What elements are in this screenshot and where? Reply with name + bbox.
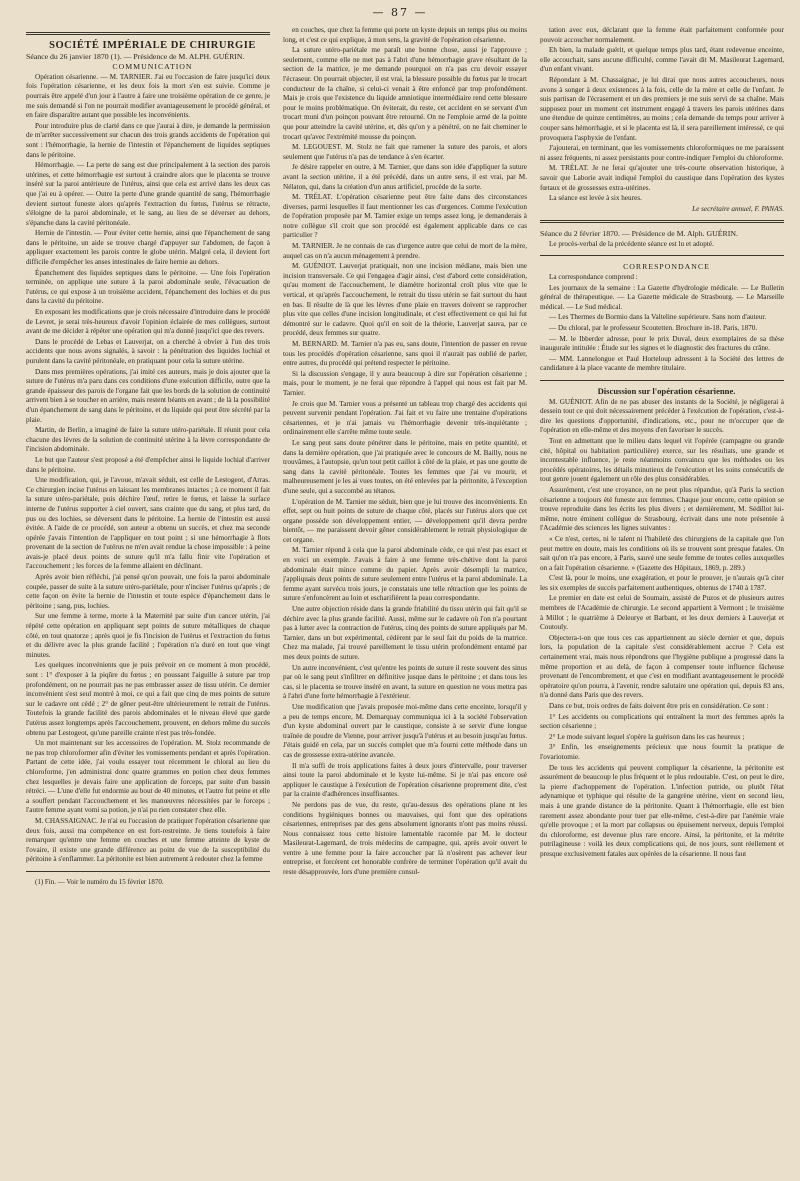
paragraph: Le but que l'auteur s'est proposé a été d'empêcher ainsi le liquide lochial d'arriver dans le péritoine. bbox=[26, 455, 270, 474]
paragraph: — M. le Ibberder adresse, pour le prix Duval, deux exemplaires de sa thèse inaugurale intitulée : Étude sur les signes et le diagnostic des fractures du crâne. bbox=[540, 334, 784, 353]
paragraph: M. CHASSAIGNAC. Je n'ai eu l'occasion de pratiquer l'opération césarienne que deux fois, aussi ma compétence en est fort-restreinte. Je tiens toutefois à faire remarquer qu'entre une femme en couches et une femme atteinte de kyste de l'ovaire, il existe une grande différence au point de vue de la susceptibilité du péritoine à s'enflammer. La péritonite est bien autrement à redouter chez la femme bbox=[26, 816, 270, 864]
paragraph: Opération césarienne. — M. TARNIER. J'ai eu l'occasion de faire jusqu'ici deux fois l'opération césarienne, et les deux fois la mort s'en est suivie. Comme je pourrais être appelé d'un jour à l'autre à faire une troisième opération de ce genre, je me suis demandé si l'on ne pourrait modifier avantageusement le procédé général, et en faire disparaître autant que possible les inconvénients. bbox=[26, 72, 270, 120]
paragraph: Le sang peut sans doute pénétrer dans le péritoine, mais en petite quantité, et dans la dernière opération, que j'ai pratiquée avec le concours de M. Bailly, nous ne trouvâmes, à l'autopsie, qu'un tout petit caillot à côté de la plaie, et pas une goutte de sang dans la cavité péritonéale. Toutes les femmes que j'ai vu mourir, et malheureusement je les ai vues toutes, on été enlevées par la péritonite, à l'exception d'une seule, qui a succombé au tétanos. bbox=[283, 438, 527, 495]
session-heading: Séance du 26 janvier 1870 (1). — Présidence de M. ALPH. GUÉRIN. bbox=[26, 51, 245, 61]
paragraph: Hernie de l'intestin. — Pour éviter cette hernie, ainsi que l'épanchement de sang dans le péritoine, un aide se trouve chargé d'appuyer sur l'abdomen, de façon à appliquer exactement les parois contre le globe utérin. Malgré cela, il devient fort difficile d'empêcher les anses intestinales de faire hernie au dehors. bbox=[26, 229, 270, 267]
session-rule bbox=[540, 220, 784, 223]
paragraph: Martin, de Berlin, a imaginé de faire la suture utéro-pariétale. Il réunit pour cela chacune des lèvres de la solution de continuité utérine à la lèvre correspondante de l'incision abdominale. bbox=[26, 426, 270, 454]
paragraph: 3° Enfin, les enseignements précieux que nous fournit la pratique de l'ovariotomie. bbox=[540, 743, 784, 761]
paragraph: Ne perdons pas de vue, du reste, qu'au-dessus des opérations plane nt les conditions hygiéniques bonnes ou mauvaises, qui font que des opérations césariennes, entreprises par des gens absolument ignorants n'ont pas moins réussi. Nous connaissez tous cette histoire lamentable racontée par M. le docteur Masileurat-Lagemard, de trois médecins de campagne, qui, après avoir ouvert le ventre à une femme pour la faire accoucher par là n'osèrent pas achever leur entreprise, et forcèrent cet honorable confrère de terminer l'opération qu'il avait du reste désapprouvée, lors d'une première consul- bbox=[283, 800, 527, 877]
paragraph: M. BERNARD. M. Tarnier n'a pas eu, sans doute, l'intention de passer en revue tous les procédés d'opération césarienne, sans quoi il n'aurait pas oublié de parler, entre autres, du procédé qui prétend respecter le péritoine. bbox=[283, 340, 527, 368]
correspondance-rule bbox=[540, 255, 784, 256]
paragraph: Je désire rappeler en outre, à M. Tarnier, que dans son idée d'appliquer la suture avant la section utérine, il a été précédé, dans un autre sens, il est vrai, par M. Nélaton, qui, dans la création d'un anus artificiel, procède de la sorte. bbox=[283, 163, 527, 191]
paragraph: C'est là, pour le moins, une exagération, et pour le prouver, je n'aurais qu'à citer les six exemples de succès parfaitement authentiques, obtenus de 1740 à 1787. bbox=[540, 574, 784, 592]
paragraph: Les quelques inconvénients que je puis prévoir en ce moment à mon procédé, sont : 1° d'exposer à la piqûre du fœtus ; en poussant l'aiguille à suture par trop profondément, on ne pourrait pas ne pas embrasser assez de tissu utérin. Ce dernier inconvénient s'est seul montré à moi, ce qui a fait que cinq de mes points de suture sur le cadavre ont cédé ; 2° de gêner peut-être ultérieurement le retrait de l'utérus. Toutefois la grande facilité des parois abdominales et le niveau élevé que garde l'utérus assez longtemps après l'accouchement, prouvent, en dehors même du succès obtenu par Lestogeot, qu'une pareille crainte n'est pas très-fondée. bbox=[26, 661, 270, 737]
paragraph: La séance est levée à six heures. bbox=[549, 194, 642, 203]
paragraph: Dans le procédé de Lebas et Lauverjat, on a cherché à obvier à l'un des trois accidents que nous avons signalés, à savoir : la pénétration des liquides lochial et purulent dans la cavité péritonéale, en pratiquant pour cela la suture utérine. bbox=[26, 337, 270, 365]
paragraph: Répondant à M. Chassaignac, je lui dirai que nous autres accoucheurs, nous avons à songer à deux existences à la fois, celle de la mère et celle de l'enfant. Je suis partisan de l'écrasement et un des premiers je me suis servi de sa chaîne. Mais supposez pour un moment cet instrument engagé à travers les parois utérines dans une étendue de quinze centimètres, au moins ; cela demande du temps pour arriver à couper sans hémorrhagie, et si le placenta est là, il sera pareillement intéressé, ce qui provoquera l'asphyxie de l'enfant. bbox=[540, 75, 784, 142]
paragraph: Un mot maintenant sur les accessoires de l'opération. M. Stolz recommande de ne pas trop chloroformer afin d'éviter les vomissements pendant et après l'opération. Partant de cette idée, j'ai voulu essayer tout récemment le chloral au lieu du chloroforme, j'en administrai donc quatre grammes en potion chez deux femmes chez lesquelles je devais faire une application de forceps, par suite d'un bassin rétréci. — L'une d'elle fut endormie au bout de 40 minutes, et l'autre fut peine et elle a souffert pendant l'accouchement et les manœuvres nécessitées par le forceps ; l'autre femme ayant vomi sa potion, je n'ai pu rien constater chez elle. bbox=[26, 739, 270, 815]
paragraph: M. GUÉNIOT. Lauverjat pratiquait, non une incision médiane, mais bien une incision transversale. Ce qui l'engagea d'agir ainsi, c'est d'abord cette considération, qu'au moment de l'accouchement, le diamètre horizontal croît plus vite que le vertical, et qu'après l'accouchement, le retrait du tissu utérin se fait surtout du haut en bas. Il résulte de là que les lèvres d'une plaie en travers doivent se rapprocher plus vite que celles d'une incision longitudinale, et c'est effectivement ce qui lui fut démontré sur le cadavre. Quoi qu'il en soit de la théorie, Lauverjat sauva, par ce procédé, deux femmes sur quatre. bbox=[283, 262, 527, 338]
paragraph: — Les Thermes de Bormio dans la Valteline supérieure. Sans nom d'auteur. bbox=[549, 313, 767, 322]
secretary-signature: Le secrétaire annuel, F. PANAS. bbox=[692, 204, 784, 213]
paragraph: Dans mes premières opérations, j'ai imité ces auteurs, mais je dois ajouter que la suture de l'utérus m'a paru dans ces conditions d'une exécution difficile, outre que la grande épaisseur des parois de l'organe fait que les bords de la solution de continuité arrivent bien à se toucher en arrière, mais restent béants en avant ; de là la possibilité d'un épanchement de sang dans le péritoine, et du liquide qui peut être sécrété par la plaie. bbox=[26, 367, 270, 424]
discussion-heading: Discussion sur l'opération césarienne. bbox=[597, 386, 736, 396]
column-3 bbox=[540, 26, 784, 1176]
paragraph: Une modification, qui, je l'avoue, m'avait séduit, est celle de Lestogeot, d'Arras. Ce chirurgien incise l'utérus en laissant les membranes intactes ; à ce moment il fait la suture utéro-pariétale, puis déchire l'œuf, retire le fœtus, et laisse la surface interne de l'utérus supporter à ciel ouvert, sans crainte que du sang, et plus tard, du pus ou des lochies, se déversent dans le péritoine. La hernie de l'intestin est aussi évitée. A l'aide de ce procédé, son auteur a obtenu un succès, et chez ma seconde opérée j'avais l'intention de l'appliquer en tout point ; si une hémorrhagie à flots provenant de la section de l'utérus ne m'en avait rendue la chose impossible : à peine avais-je placé deux points de suture qu'il m'a fallu finir vite l'opération et l'accouchement ; les forces de la femme allaient en déclinant. bbox=[26, 476, 270, 571]
paragraph: L'opération de M. Tarnier me séduit, bien que je lui trouve des inconvénients. En effet, sept ou huit points de suture de chaque côté, placés sur l'utérus alors que cet organe possède son développement entier, — développement qu'il devra perdre bientôt, — me paraissent devoir gêner considérablement le retrait physiologique de cet organe. bbox=[283, 497, 527, 544]
communication-heading: COMMUNICATION bbox=[112, 62, 193, 72]
column-1 bbox=[26, 26, 270, 1176]
correspondance-heading: CORRESPONDANCE bbox=[623, 262, 710, 272]
paragraph: en couches, que chez la femme qui porte un kyste depuis un temps plus ou moins long, et c'est ce qui explique, à mon sens, la gravité de l'opération césarienne. bbox=[283, 26, 527, 44]
paragraph: Je crois que M. Tarnier vous a présenté un tableau trop chargé des accidents qui peuvent survenir pendant l'opération. J'ai fait et vu faire une trentaine d'opérations césariennes, et je n'ai jamais vu l'hémorrhagie devenir très-inquiétante ; ordinairement elle s'arrête même toute seule. bbox=[283, 399, 527, 437]
column-1-body bbox=[26, 73, 270, 865]
paragraph: Hémorrhagie. — La perte de sang est due principalement à la section des parois utérines, et cette hémorrhagie est surtout à craindre alors que le placenta se trouve inséré sur la paroi antérieure de l'utérus, ainsi que cela est arrivé dans les deux cas que j'ai eu à opérer. — Outre la perte d'une grande quantité de sang, l'hémorrhagie devient surtout funeste alors qu'après l'extraction du fœtus, l'utérus se rétracte, s'éloigne de la paroi abdominale, et le sang, au lieu de se déverser au dehors, s'épanche dans la cavité péritonéale. bbox=[26, 161, 270, 227]
paragraph: 2° Le mode suivant lequel s'opère la guérison dans les cas heureux ; bbox=[549, 732, 745, 741]
paragraph: Les journaux de la semaine : La Gazette d'hydrologie médicale. — Le Bulletin général de thérapeutique. — La Gazette médicale de Strasbourg. — Le Marseille médical. — Le Sud médical. bbox=[540, 283, 784, 311]
paragraph: M. TRÉLAT. L'opération césarienne peut être faite dans des circonstances diverses, parmi lesquelles il faut mentionner les cas d'urgences. Comme l'exécution de l'opération proposée par M. Tarnier exige un temps assez long, je demanderais à notre collègue s'il croit que son procédé est également applicable dans ce cas particulier ? bbox=[283, 193, 527, 240]
column-2 bbox=[283, 26, 527, 1176]
page-number: — 87 — bbox=[372, 6, 428, 19]
paragraph: J'ajouterai, en terminant, que les vomissements chloroformiques ne me paraissent ni assez fréquents, ni assez persistants pour contre-indiquer l'emploi du chloroforme. bbox=[540, 144, 784, 162]
paragraph: Le premier en date est celui de Soumain, assisté de Puzos et de plusieurs autres membres de l'Académie de chirurgie. Le second appartient à Vermont ; le troisième à Millot ; le quatrième à Deleurye et Barbant, et les deux derniers à Lauverjat et Coutouly. bbox=[540, 594, 784, 632]
paragraph: Une autre objection réside dans la grande friabilité du tissu utérin qui fait qu'il se déchire avec la plus grande facilité. Aussi, même sur le cadavre où l'on n'a pourtant pas à lutter avec la contraction de l'utérus, cinq des points de suture appliqués par M. Tarnier, dans un but expérimental, cédèrent par le seul fait du poids de la matrice. Chez ma malade, j'ai trouvé pareillement le tissu utérin profondément entamé par mes deux points de suture. bbox=[283, 605, 527, 661]
paragraph: Eh bien, la malade guérit, et quelque temps plus tard, étant redevenue enceinte, elle accouchait, sans aucune difficulté, comme l'avait dit M. Masileurat Lagemard, d'un enfant vivant. bbox=[540, 46, 784, 74]
paragraph: Une modification que j'avais proposée moi-même dans cette enceinte, lorsqu'il y a peu de temps encore, M. Demarquay communiqua ici à la société l'observation d'un kyste abdominal ouvert par le caustique, consiste à se servir d'une longue traînée de poudre de Vienne, pour arriver jusqu'à l'utérus et au besoin jusqu'au fœtus. J'étais guidé en cela, par un succès complet que m'a fourni cette méthode dans un cas de grossesse extra-utérine avancée. bbox=[283, 702, 527, 759]
paragraph: Tout en admettant que le milieu dans lequel vit l'opérée (campagne ou grande cité, hôpital ou habitation particulière) exerce, sur les résultats, une grande et incontestable influence, je reste néanmoins convaincu que les méthodes ou les procédés opératoires, les détails minutieux de l'exécution et les soins consécutifs de tout genre jouent également un rôle des plus considérables. bbox=[540, 436, 784, 484]
columns bbox=[26, 26, 784, 1176]
footnote-rule bbox=[26, 871, 270, 872]
paragraph: Sur une femme à terme, morte à la Maternité par suite d'un cancer utérin, j'ai répété cette opération en appliquant sept points de suture métalliques de chaque côté, en tout quatorze ; après quoi je fis l'incision de l'utérus et l'extraction du fœtus et du délivre avec la plus grande facilité ; l'opération n'a duré en tout que vingt minutes. bbox=[26, 612, 270, 659]
paragraph: M. TRÉLAT. Je ne ferai qu'ajouter une très-courte observation historique, à savoir que Laborie avait indiqué l'emploi du caustique dans l'opération des kystes fœtaux et de grossesses extra-utérines. bbox=[540, 164, 784, 192]
paragraph: Assurément, c'est une croyance, on ne peut plus répandue, qu'à Paris la section césarienne a toujours été funeste aux femmes. Chaque jour encore, cette opinion se trouve reproduite dans les écrits les plus divers ; et dernièrement, M. Sédillot lui-même, notre éminent collègue de Strasbourg, écrivait dans une note présentée à l'Académie des sciences les lignes suivantes : bbox=[540, 485, 784, 533]
discussion-body bbox=[540, 398, 784, 860]
discussion-rule bbox=[540, 380, 784, 381]
paragraph: M. Tarnier répond à cela que la paroi abdominale cède, ce qui n'est pas exact et en voici un exemple. J'avais à faire à une femme très-chétive dont la paroi abdominale était mince comme du papier. Après avoir désempli la matrice, j'appliquais deux points de suture seulement entre l'utérus et la paroi abdominale. La femme ayant survécu trois jours, je constatais une telle rétraction que les points de suture s'enfoncèrent au loin et escharifièrent la peau correspondante. bbox=[283, 546, 527, 603]
paragraph: « Ce n'est, certes, ni le talent ni l'habileté des chirurgiens de la capitale que l'on peut mettre en doute, mais les conditions où ils se trouvent sont presque fatales. On sait qu'on n'a pas encore, à Paris, sauvé une seule femme de toutes celles auxquelles on a fait l'opération césarienne. » (Gazette des Hôpitaux, 1869, p. 289.) bbox=[540, 534, 784, 572]
paragraph: Il m'a suffi de trois applications faites à deux jours d'intervalle, pour traverser ainsi toute la paroi abdominale et le kyste lui-même. Si je n'ai pas encore osé appliquer le caustique à l'exécution de l'opération césarienne proprement dite, c'est par la crainte d'adhérences insuffisantes. bbox=[283, 761, 527, 799]
paragraph: tation avec eux, déclarant que la femme était parfaitement conformée pour pouvoir accoucher normalement. bbox=[540, 26, 784, 44]
footnote: (1) Fin. — Voir le numéro du 15 février 1870. bbox=[35, 877, 164, 886]
paragraph: Objectera-t-on que tous ces cas appartiennent au siècle dernier et que, depuis lors, la population de la capitale s'est considérablement accrue ? Cela est certainement vrai, mais nous répondrons que l'hygiène publique a progressé dans la même proportion et au delà, de façon à compenser toute influence fâcheuse provenant de l'encombrement, et que c'est en modifiant avantageusement le procédé opératoire qu'on pourra, à l'avenir, rendre salutaire une opération qui, depuis 83 ans, n'a donné dans Paris que des revers. bbox=[540, 633, 784, 700]
paragraph: La suture utéro-pariétale me paraît une bonne chose, aussi je l'approuve ; seulement, comme elle ne met pas à l'abri d'une hémorrhagie grave résultant de la section de la matrice, je me demande pourquoi on n'a pas cru devoir essayer l'écraseur. On pourrait objecter, il est vrai, la blessure possible du fœtus par le trocart conducteur de la chaîne, si celui-ci venait à être enfoncé par trop profondément. Mais je crois que l'existence du liquide amniotique intermédiaire rend cette blessure pour le moins problématique. On éviterait, du reste, cet accident en se servant d'un trocart muni d'un poinçon pouvant être retourné. On ne l'emploie armé de la pointe que pour atteindre la cavité utérine, et, dès qu'on y a pénétré, on ne fait cheminer le trocart qu'avec l'extrémité mousse du poinçon. bbox=[283, 46, 527, 141]
paragraph: De tous les accidents qui peuvent compliquer la césarienne, la péritonite est assurément de beaucoup le plus fréquent et le plus redoutable. C'est, on peut le dire, la pierre d'achoppement de l'opération. L'infection putride, ou plutôt l'état adynamique et typhique qui résulte de la gangrène utérine, vient en second lieu, mais à une grande distance de la péritonite. Quant à l'hémorrhagie, elle est bien rarement assez abondante pour tuer par elle-même, c'est-à-dire par l'anémie vraie qu'elle provoque ; et la mort par collapsus ou épuisement nerveux, depuis l'emploi du chloroforme, est devenue plus rare encore. Ainsi, la péritonite, et la métrite putrilagineuse : voilà les deux complications qui, de nos jours, sont réellement et presque exclusivement fatales aux opérées de la césarienne. Il nous faut bbox=[540, 763, 784, 858]
column-3-top bbox=[540, 26, 784, 204]
paragraph: Épanchement des liquides septiques dans le péritoine. — Une fois l'opération terminée, on applique une suture à la paroi abdominale seule, l'évacuation de l'utérus, ce qui expose à un troisième accident, l'épanchement des lochies et du pus dans la cavité du péritoine. bbox=[26, 268, 270, 306]
paragraph: M. TARNIER. Je ne connais de cas d'urgence autre que celui de mort de la mère, auquel cas on n'a aucun ménagement à prendre. bbox=[283, 242, 527, 260]
top-rule bbox=[26, 32, 270, 35]
column-2-body bbox=[283, 26, 527, 878]
paragraph: 1° Les accidents ou complications qui entraînent la mort des femmes après la section césarienne ; bbox=[540, 712, 784, 731]
section-title: SOCIÉTÉ IMPÉRIALE DE CHIRURGIE bbox=[49, 40, 256, 51]
paragraph: Un autre inconvénient, c'est qu'entre les points de suture il reste souvent des sinus par où le sang peut s'infiltrer en définitive jusque dans le péritoine ; et dans tous les cas, si le placenta se trouve inséré en avant, la suture en question ne vous mettra pas à l'abri d'une forte hémorrhagie à l'extérieur. bbox=[283, 663, 527, 701]
paragraph: M. LEGOUEST. M. Stolz ne fait que ramener la suture des parois, et alors seulement que l'utérus n'a pas de tendance à s'en écarter. bbox=[283, 143, 527, 161]
paragraph: M. GUÉNIOT. Afin de ne pas abuser des instants de la Société, je négligerai à dessein tout ce qui doit nécessairement précéder à l'exécution de l'opération, c'est-à-dire les questions d'opportunité, d'indications, etc., pour ne m'occuper que de l'opération en elle-même et des moyens d'en favoriser le succès. bbox=[540, 397, 784, 435]
paragraph: La correspondance comprend : bbox=[549, 273, 638, 282]
paragraph: Si la discussion s'engage, il y aura beaucoup à dire sur l'opération césarienne ; mais, pour le moment, je ne ferai que répondre à l'appel qui nous est fait par M. Tarnier. bbox=[283, 369, 527, 397]
session-2-heading: Séance du 2 février 1870. — Présidence de M. Alph. GUÉRIN. bbox=[540, 229, 738, 239]
paragraph: Après avoir bien réfléchi, j'ai pensé qu'on pouvait, une fois la paroi abdominale coupée, passer de suite à la suture utéro-pariétale, pour n'inciser l'utérus qu'après ; de cette façon on évite la hernie de l'intestin et toute espèce d'épanchement dans le péritoine ; sang, pus, lochies. bbox=[26, 573, 270, 610]
paragraph: Dans ce but, trois ordres de faits doivent être pris en considération. Ce sont : bbox=[549, 702, 769, 710]
paragraph: — Du chloral, par le professeur Scoutetten. Brochure in-18. Paris, 1870. bbox=[549, 324, 758, 333]
paragraph: — MM. Lannelongue et Paul Horteloup adressent à la Société des lettres de candidature à la place vacante de membre titulaire. bbox=[540, 354, 784, 373]
paragraph: En exposant les modifications que je crois nécessaire d'introduire dans le procédé de Levret, je serai très-heureux d'avoir l'opinion éclairée de mes collègues, surtout avant de me décider à répéter une opération qui m'a donné jusqu'ici que des revers. bbox=[26, 308, 270, 336]
paragraph: Pour introduire plus de clarté dans ce que j'aurai à dire, je demande la permission de m'arrêter successivement sur chacun des trois grands accidents de l'opération qui sont : l'hémorrhagie, la hernie de l'intestin et l'épanchement de liquides septiques dans le péritoine. bbox=[26, 121, 270, 159]
proces-verbal-line: Le procès-verbal de la précédente séance est lu et adopté. bbox=[549, 239, 714, 248]
correspondance-list bbox=[540, 273, 784, 374]
